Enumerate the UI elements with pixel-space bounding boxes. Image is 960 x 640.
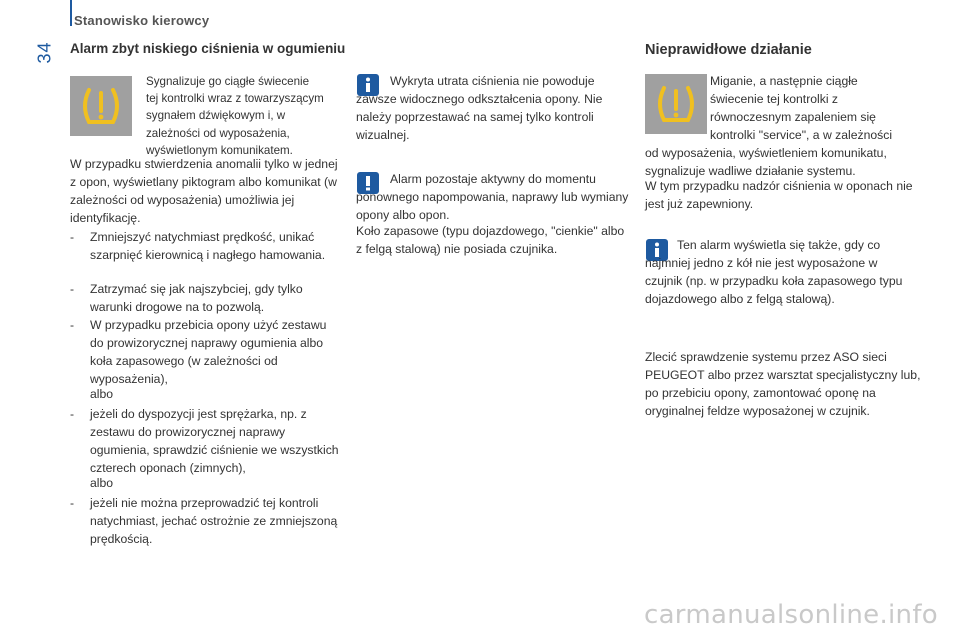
page-number: 34 <box>34 41 55 64</box>
middle-alert-text: Alarm pozostaje aktywny do momentu ponownego napompowania, naprawy lub wymiany opony albo opon. <box>356 172 629 222</box>
right-intro-rest: od wyposażenia, wyświetleniem komunikatu, sygnalizuje wadliwe działanie systemu. <box>645 146 887 178</box>
right-intro <box>710 72 925 144</box>
list-item-text: W przypadku przebicia opony użyć zestawu do prowizorycznej naprawy ogumienia albo koła zapasowego (w zależności od wyposażenia), <box>90 318 327 386</box>
list-dash: - <box>70 318 75 332</box>
right-intro-line: kontrolki "service", a w zależności <box>710 128 893 142</box>
left-section-title: Alarm zbyt niskiego ciśnienia w ogumieniu <box>70 41 346 56</box>
list-item-text: jeżeli nie można przeprowadzić tej kontroli natychmiast, jechać ostrożnie ze zmniejszoną prędkością. <box>90 496 338 546</box>
list-item <box>70 316 342 388</box>
list-item-text: Zatrzymać się jak najszybciej, gdy tylko warunki drogowe na to pozwolą. <box>90 282 303 314</box>
right-para3: Zlecić sprawdzenie systemu przez ASO sieci PEUGEOT albo przez warsztat specjalistyczny lub, po przebiciu opony, zamontować oponę na oryginalnej feldze wyposażonej w czujnik. <box>645 350 921 418</box>
left-intro <box>146 73 342 159</box>
tire-pressure-warning-icon <box>70 76 132 136</box>
left-paragraph: W przypadku stwierdzenia anomalii tylko w jednej z opon, wyświetlany piktogram albo komunikat (w zależności od wyposażenia) umożliwia jej identyfikację. <box>70 157 338 225</box>
list-item <box>70 405 342 477</box>
right-intro-line: świecenie tej kontrolki z <box>710 92 839 106</box>
list-dash: - <box>70 407 75 421</box>
header-accent-line <box>70 0 72 26</box>
left-intro-line: wyświetlonym komunikatem. <box>146 143 293 157</box>
right-section-title: Nieprawidłowe działanie <box>645 42 812 58</box>
list-item <box>70 494 342 548</box>
list-dash: - <box>70 496 75 510</box>
albo-text: albo <box>90 476 114 490</box>
right-intro-line: równoczesnym zapaleniem się <box>710 110 876 124</box>
middle-spare-text: Koło zapasowe (typu dojazdowego, "cienkie" albo z felgą stalową) nie posiada czujnika. <box>356 224 625 256</box>
middle-info-text: Wykryta utrata ciśnienia nie powoduje zawsze widocznego odkształcenia opony. Nie należy poprzestawać na samej tylko kontroli wizualnej. <box>356 74 603 142</box>
left-intro-line: tej kontrolki wraz z towarzyszącym <box>146 92 324 106</box>
right-intro-line: Miganie, a następnie ciągłe <box>710 74 858 88</box>
list-item-text: Zmniejszyć natychmiast prędkość, unikać szarpnięć kierownicą i nagłego hamowania. <box>90 230 326 262</box>
list-dash: - <box>70 230 75 244</box>
list-dash: - <box>70 282 75 296</box>
watermark-text: carmanualsonline.info <box>643 600 938 630</box>
list-item <box>70 228 342 264</box>
list-item-text: jeżeli do dyspozycji jest sprężarka, np. z zestawu do prowizorycznej naprawy ogumienia, sprawdzić ciśnienie we wszystkich czterech oponach (zimnych), <box>90 407 339 475</box>
header-title: Stanowisko kierowcy <box>74 13 210 28</box>
left-intro-line: Sygnalizuje go ciągłe świecenie <box>146 75 310 88</box>
albo-text: albo <box>90 387 114 401</box>
left-intro-line: sygnałem dźwiękowym i, w <box>146 109 286 123</box>
right-info-text: Ten alarm wyświetla się także, gdy co najmniej jedno z kół nie jest wyposażone w czujnik (np. w przypadku koła zapasowego typu dojazdowego albo z felgą stalową). <box>645 238 903 306</box>
left-intro-line: zależności od wyposażenia, <box>146 126 290 140</box>
right-para2: W tym przypadku nadzór ciśnienia w oponach nie jest już zapewniony. <box>645 179 913 211</box>
list-item <box>70 280 342 316</box>
tire-pressure-warning-icon <box>645 74 707 134</box>
